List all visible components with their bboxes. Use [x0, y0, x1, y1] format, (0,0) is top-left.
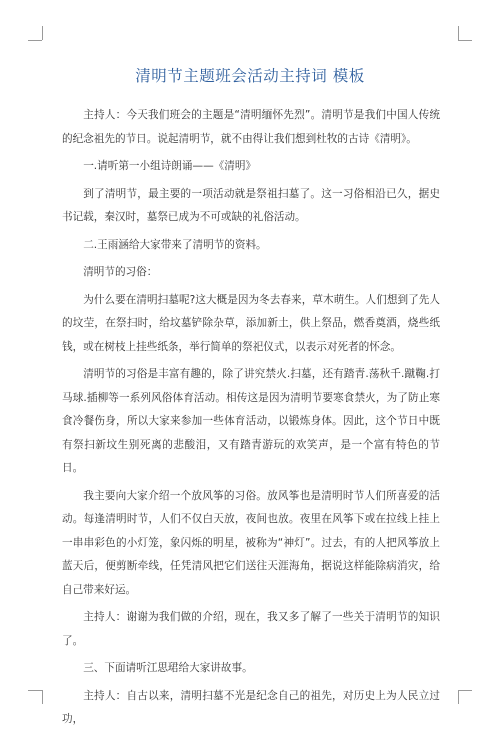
- crop-mark-bottom-left-h: [28, 690, 42, 691]
- crop-mark-top-right-v: [458, 26, 459, 40]
- paragraph-customs-heading: 清明节的习俗：: [83, 266, 158, 278]
- crop-mark-top-right-h: [458, 40, 472, 41]
- crop-mark-bottom-left-v: [42, 690, 43, 704]
- paragraph-tomb-sweeping: 到了清明节，最主要的一项活动就是祭祖扫墓了。这一习俗相沿已久，据史书记载，秦汉时，墓祭已成为不可或缺的礼俗活动。: [62, 187, 440, 223]
- crop-mark-top-left-h: [28, 40, 42, 41]
- crop-mark-bottom-right-v: [458, 690, 459, 704]
- crop-mark-bottom-right-h: [458, 690, 472, 691]
- paragraph-thanks: 主持人：谢谢为我们做的介绍，现在，我又多了解了一些关于清明节的知识了。: [62, 611, 440, 647]
- paragraph-why-sweep: 为什么要在清明扫墓呢?这大概是因为冬去春来，草木萌生。人们想到了先人的坟茔，在祭扫时，给坟墓铲除杂草，添加新土，供上祭品，燃香奠酒，烧些纸钱，或在树枝上挂些纸条，举行简单的祭祀仪式，以表示对死者的怀念。: [62, 293, 440, 353]
- paragraph-intro: 主持人：今天我们班会的主题是“清明缅怀先烈”。清明节是我们中国人传统的纪念祖先的节日。说起清明节，就不由得让我们想到杜牧的古诗《清明》。: [62, 109, 440, 145]
- paragraph-story: 三、下面请听江思珺给大家讲故事。: [83, 662, 253, 674]
- paragraph-customs: 清明节的习俗是丰富有趣的，除了讲究禁火.扫墓，还有踏青.荡秋千.蹴鞠.打马球.插柳等一系列风俗体育活动。相传这是因为清明节要寒食禁火，为了防止寒食冷餐伤身，所以大家来参加一些体育活动，以锻炼身体。因此，这个节日中既有祭扫新坟生别死离的悲酸泪，又有踏青游玩的欢笑声，是一个富有特色的节日。: [62, 368, 440, 474]
- document-body: [62, 104, 440, 736]
- paragraph-closing: 主持人：自古以来，清明扫墓不光是纪念自己的祖先，对历史上为人民立过功，: [62, 689, 440, 725]
- crop-mark-top-left-v: [42, 26, 43, 40]
- document-title: 清明节主题班会活动主持词 模板: [135, 67, 365, 85]
- paragraph-kites: 我主要向大家介绍一个放风筝的习俗。放风筝也是清明时节人们所喜爱的活动。每逢清明时节，人们不仅白天放，夜间也放。夜里在风筝下或在拉线上挂上一串串彩色的小灯笼，象闪烁的明星，被称为“神灯”。过去，有的人把风筝放上蓝天后，便剪断牵线，任凭清风把它们送往天涯海角，据说这样能除病消灾，给自己带来好运。: [62, 489, 440, 596]
- paragraph-materials: 二.王雨涵给大家带来了清明节的资料。: [83, 238, 267, 251]
- paragraph-poem: 一.请听第一小组诗朗诵——《清明》: [83, 160, 257, 172]
